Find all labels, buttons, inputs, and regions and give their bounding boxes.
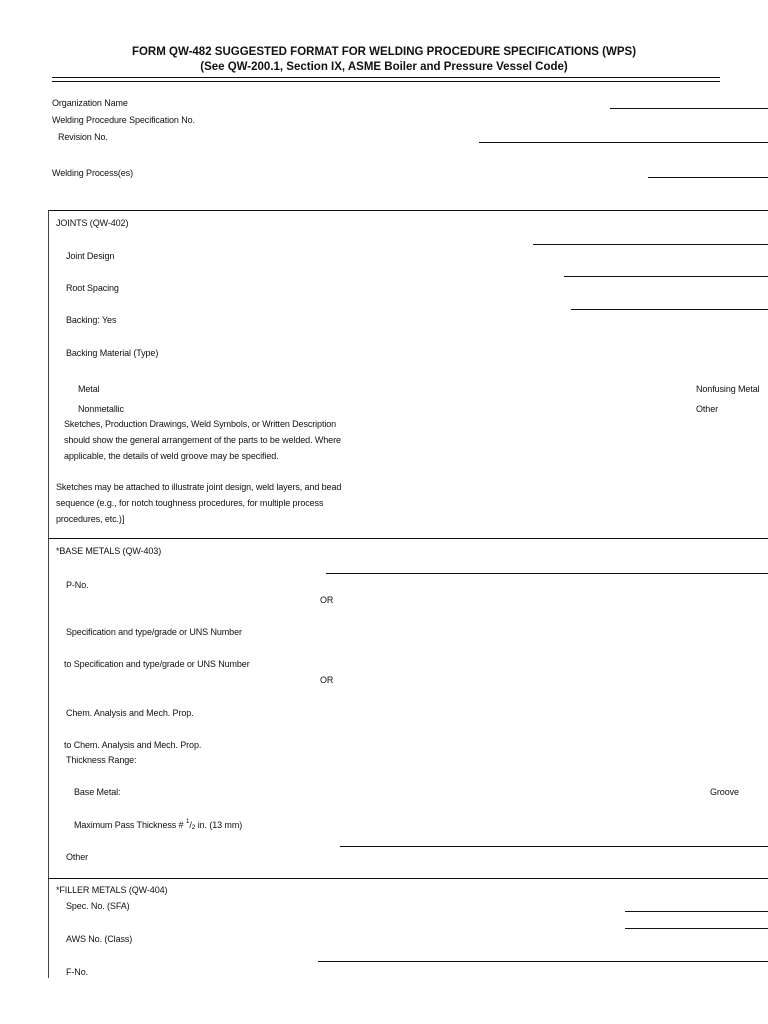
- other-base-metal-label: Other: [66, 852, 89, 862]
- backing-field[interactable]: [571, 309, 768, 310]
- aws-no-label: AWS No. (Class): [66, 934, 133, 944]
- organization-name-label: Organization Name: [52, 98, 128, 108]
- other-base-metal-field[interactable]: [340, 846, 768, 847]
- base-metals-heading: *BASE METALS (QW-403): [56, 546, 162, 556]
- max-pass-thickness-label: Maximum Pass Thickness # $^1/_2$ in. (13 mm): [74, 818, 243, 831]
- to-chem-analysis-label: to Chem. Analysis and Mech. Prop.: [64, 740, 202, 750]
- organization-name-field[interactable]: [610, 108, 768, 109]
- welding-processes-field[interactable]: [648, 177, 768, 178]
- joints-section-border: [48, 210, 768, 211]
- title-divider-top: [52, 77, 720, 78]
- revision-no-label: Revision No.: [58, 132, 108, 142]
- revision-no-field[interactable]: [479, 142, 768, 143]
- max-pass-denominator: 2: [191, 824, 196, 831]
- form-title-line2: (See QW-200.1, Section IX, ASME Boiler and Pressure Vessel Code): [200, 61, 568, 73]
- sketch-attach-note-line2: sequence (e.g., for notch toughness procedures, for multiple process: [56, 498, 324, 508]
- sketch-attach-note-line3: procedures, etc.)]: [56, 514, 125, 524]
- sketch-note-line1: Sketches, Production Drawings, Weld Symbols, or Written Description: [64, 419, 337, 429]
- filler-metals-section-border: [48, 878, 768, 879]
- wps-no-label: Welding Procedure Specification No.: [52, 115, 195, 125]
- welding-processes-label: Welding Process(es): [52, 168, 133, 178]
- root-spacing-label: Root Spacing: [66, 283, 119, 293]
- joint-design-field[interactable]: [533, 244, 768, 245]
- sketch-attach-note-line1: Sketches may be attached to illustrate joint design, weld layers, and bead: [56, 482, 342, 492]
- backing-label: Backing: Yes: [66, 315, 117, 325]
- spec-no-label: Spec. No. (SFA): [66, 901, 130, 911]
- nonmetallic-label: Nonmetallic: [78, 404, 124, 414]
- max-pass-numerator: 1: [185, 818, 190, 825]
- form-left-border: [48, 210, 49, 978]
- title-divider-bottom: [52, 81, 720, 82]
- or-label-2: OR: [320, 675, 334, 685]
- f-no-label: F-No.: [66, 967, 89, 977]
- metal-label: Metal: [78, 384, 100, 394]
- filler-metals-heading: *FILLER METALS (QW-404): [56, 885, 168, 895]
- form-title-line1: FORM QW-482 SUGGESTED FORMAT FOR WELDING PROCEDURE SPECIFICATIONS (WPS): [131, 46, 637, 58]
- nonfusing-metal-label: Nonfusing Metal: [696, 384, 760, 394]
- spec-no-field[interactable]: [625, 911, 768, 912]
- chem-analysis-label: Chem. Analysis and Mech. Prop.: [66, 708, 194, 718]
- aws-no-field[interactable]: [625, 928, 768, 929]
- spec-type-label: Specification and type/grade or UNS Number: [66, 627, 242, 637]
- backing-material-label: Backing Material (Type): [66, 348, 159, 358]
- groove-label: Groove: [710, 787, 739, 797]
- to-spec-type-label: to Specification and type/grade or UNS Number: [64, 659, 250, 669]
- max-pass-prefix: Maximum Pass Thickness #: [74, 820, 186, 830]
- p-no-label: P-No.: [66, 580, 89, 590]
- sketch-note-line3: applicable, the details of weld groove may be specified.: [64, 451, 279, 461]
- max-pass-suffix: in. (13 mm): [195, 820, 243, 830]
- sketch-note-line2: should show the general arrangement of the parts to be welded. Where: [64, 435, 341, 445]
- root-spacing-field[interactable]: [564, 276, 768, 277]
- joints-heading: JOINTS (QW-402): [56, 218, 129, 228]
- p-no-field[interactable]: [326, 573, 768, 574]
- base-metals-section-border: [48, 538, 768, 539]
- type-field[interactable]: [694, 210, 768, 211]
- other-backing-label: Other: [696, 404, 719, 414]
- or-label-1: OR: [320, 595, 334, 605]
- base-metal-label: Base Metal:: [74, 787, 121, 797]
- thickness-range-label: Thickness Range:: [66, 755, 137, 765]
- joint-design-label: Joint Design: [66, 251, 115, 261]
- f-no-field[interactable]: [318, 961, 768, 962]
